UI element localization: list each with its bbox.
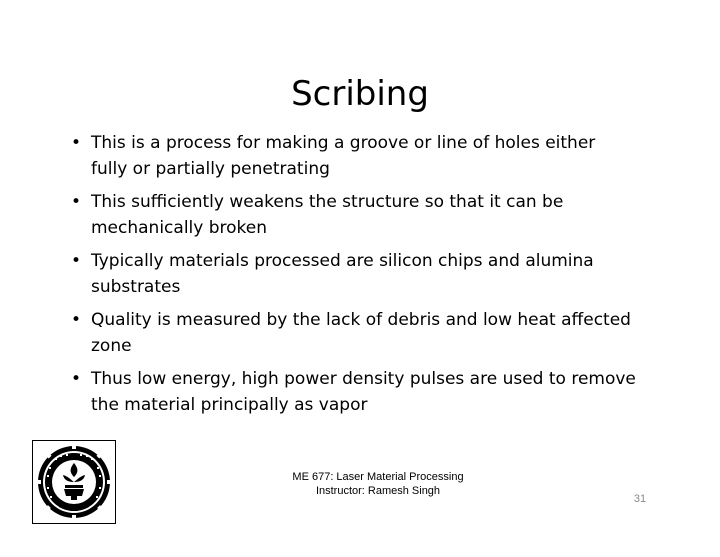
bullet-text: Typically materials processed are silicon chips and alumina substrates [91, 251, 594, 297]
bullet-item [56, 189, 636, 241]
footer-instructor: Instructor: Ramesh Singh [315, 485, 441, 497]
footer-course: ME 677: Laser Material Processing [292, 471, 464, 483]
bullet-dot-icon: • [71, 369, 82, 389]
bullet-item [56, 366, 636, 418]
bullet-text: Thus low energy, high power density pulses are used to remove the material principally as vapor [91, 369, 636, 415]
bullet-item [56, 248, 636, 300]
institute-seal-icon [33, 441, 115, 523]
bullet-dot-icon: • [71, 310, 82, 330]
slide-number: 31 [633, 493, 647, 505]
bullet-item [56, 130, 636, 182]
bullet-dot-icon: • [71, 251, 82, 271]
bullet-list [56, 130, 636, 425]
bullet-text: This sufficiently weakens the structure so that it can be mechanically broken [91, 192, 564, 238]
bullet-dot-icon: • [71, 133, 82, 153]
bullet-text: This is a process for making a groove or line of holes either fully or partially penetrating [91, 133, 596, 179]
slide-title: Scribing [291, 74, 429, 114]
institute-logo [32, 440, 116, 524]
slide-footer [283, 470, 473, 498]
bullet-dot-icon: • [71, 192, 82, 212]
bullet-item [56, 307, 636, 359]
bullet-text: Quality is measured by the lack of debris and low heat affected zone [91, 310, 631, 356]
